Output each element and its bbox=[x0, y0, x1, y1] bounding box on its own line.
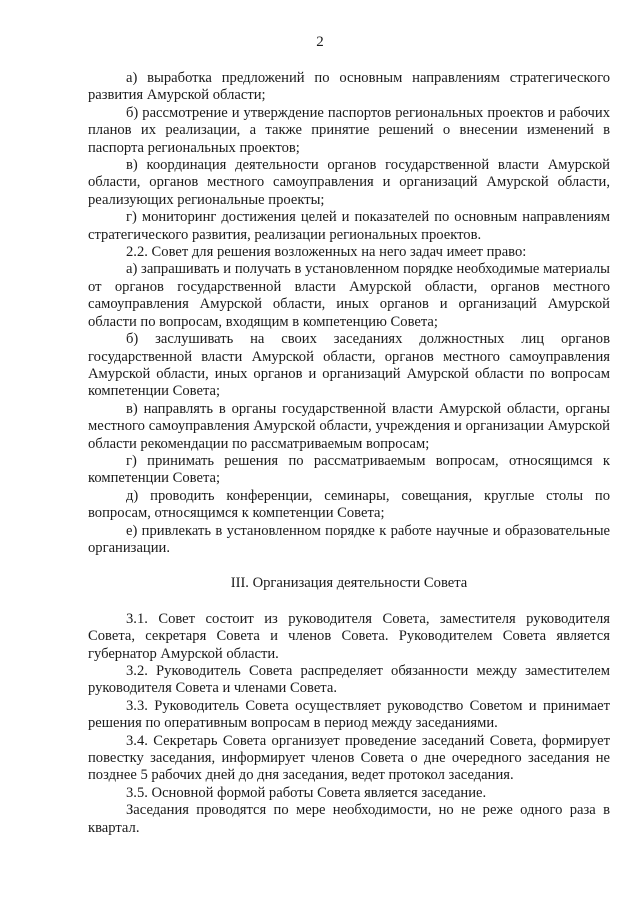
page-number: 2 bbox=[316, 34, 324, 50]
paragraph-right-d: г) принимать решения по рассматриваемым вопросам, относящимся к компетенции Совета; bbox=[88, 452, 610, 487]
paragraph-3-5: 3.5. Основной формой работы Совета является заседание. bbox=[126, 784, 487, 801]
paragraph-3-4: 3.4. Секретарь Совета организует проведение заседаний Совета, формирует повестку заседания, информирует членов Совета о дне очередного заседания не позднее 5 рабочих дней до дня заседания, ведет протокол заседания. bbox=[88, 732, 610, 784]
paragraph-task-a: а) выработка предложений по основным направлениям стратегического развития Амурской области; bbox=[88, 70, 610, 104]
paragraph-task-c: в) координация деятельности органов государственной власти Амурской области, органов местного самоуправления и организаций Амурской области, реализующих региональные проекты; bbox=[88, 157, 610, 208]
document-body bbox=[88, 70, 610, 837]
paragraph-right-a: а) запрашивать и получать в установленном порядке необходимые материалы от органов государственной власти Амурской области, органов местного самоуправления Амурской области, иных органов и организаций Амурской области по вопросам, входящим в компетенцию Совета; bbox=[88, 261, 610, 330]
paragraph-3-1: 3.1. Совет состоит из руководителя Совета, заместителя руководителя Совета, секретаря Совета и членов Совета. Руководителем Совета является губернатор Амурской области. bbox=[88, 610, 610, 662]
paragraph-right-b: б) заслушивать на своих заседаниях должностных лиц органов государственной власти Амурской области, органов местного самоуправления Амурской области, иных органов и организаций Амурской области по вопросам компетенции Совета; bbox=[88, 331, 610, 400]
paragraph-right-f: е) привлекать в установленном порядке к работе научные и образовательные организации. bbox=[88, 522, 610, 556]
paragraph-3-3: 3.3. Руководитель Совета осуществляет руководство Советом и принимает решения по оперативным вопросам в период между заседаниями. bbox=[88, 697, 610, 732]
paragraph-2-2: 2.2. Совет для решения возложенных на него задач имеет право: bbox=[126, 244, 527, 261]
paragraph-meetings: Заседания проводятся по мере необходимости, но не реже одного раза в квартал. bbox=[88, 802, 610, 836]
paragraph-3-2: 3.2. Руководитель Совета распределяет обязанности между заместителем руководителя Совета и членами Совета. bbox=[88, 663, 610, 697]
paragraph-task-d: г) мониторинг достижения целей и показателей по основным направлениям стратегического развития, реализации региональных проектов. bbox=[88, 209, 610, 243]
section-heading: III. Организация деятельности Совета bbox=[230, 575, 468, 592]
paragraph-right-e: д) проводить конференции, семинары, совещания, круглые столы по вопросам, относящимся к компетенции Совета; bbox=[88, 487, 610, 522]
paragraph-right-c: в) направлять в органы государственной власти Амурской области, органы местного самоуправления Амурской области, учреждения и организации Амурской области рекомендации по рассматриваемым вопросам; bbox=[88, 400, 610, 452]
paragraph-task-b: б) рассмотрение и утверждение паспортов региональных проектов и рабочих планов их реализации, а также принятие решений о внесении изменений в паспорта региональных проектов; bbox=[88, 104, 610, 156]
